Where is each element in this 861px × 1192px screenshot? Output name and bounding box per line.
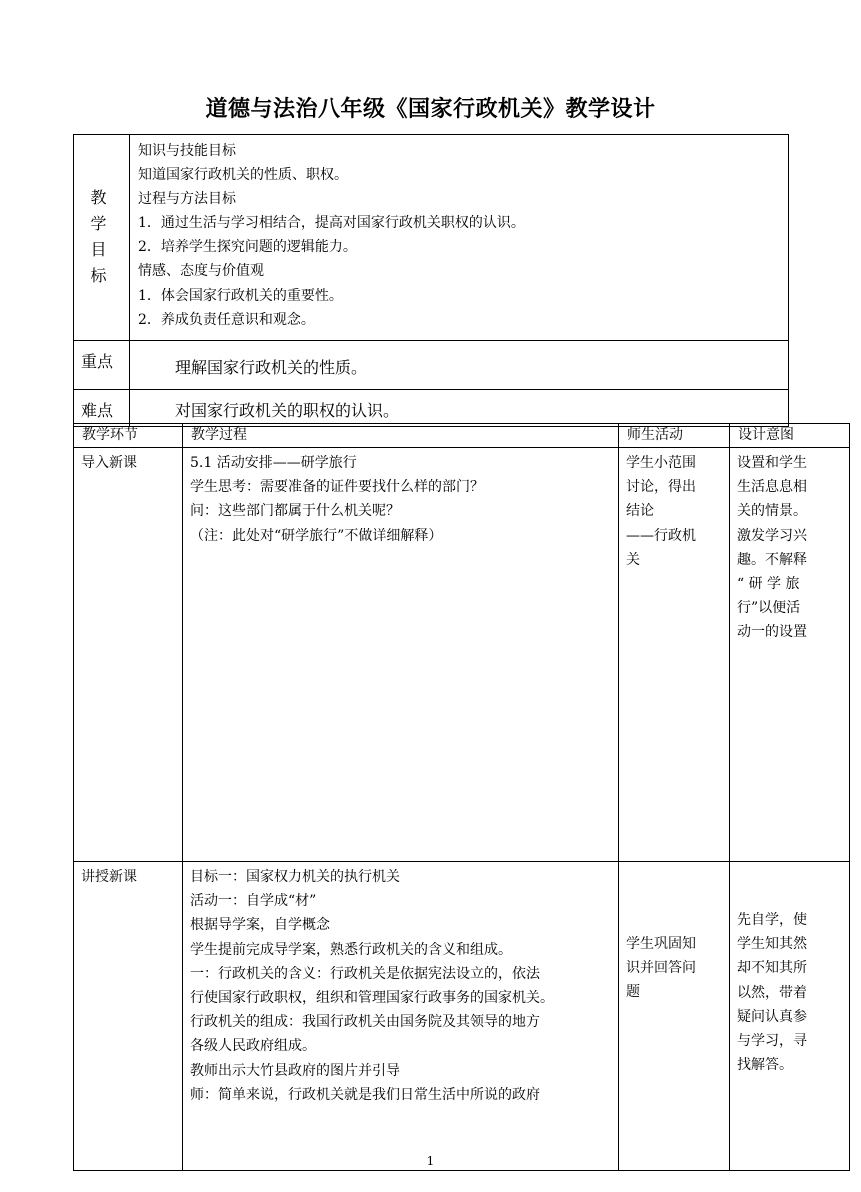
table-row — [74, 448, 850, 862]
difficulty-text: 对国家行政机关的职权的认识。 — [130, 389, 789, 426]
intent-line: 关的情景。 — [737, 503, 807, 520]
key-point-text: 理解国家行政机关的性质。 — [130, 340, 789, 389]
process-line: （注：此处对“研学旅行”不做详细解释） — [190, 527, 443, 544]
intent-line: “ 研 学 旅 — [737, 576, 800, 593]
difficulty-label: 难点 — [74, 389, 130, 426]
activity-line: 题 — [626, 984, 640, 1001]
process-line: 目标一：国家权力机关的执行机关 — [190, 869, 400, 885]
goal-line: 情感、态度与价值观 — [138, 263, 264, 280]
process-line: 活动一：自学成“材” — [190, 893, 317, 910]
header-stage: 教学环节 — [74, 424, 183, 448]
process-line: 学生思考：需要准备的证件要找什么样的部门？ — [190, 479, 484, 496]
intent-cell — [730, 448, 850, 862]
activity-line: 结论 — [626, 503, 654, 520]
process-line: 教师出示大竹县政府的图片并引导 — [190, 1062, 400, 1079]
document-title: 道德与法治八年级《国家行政机关》教学设计 — [205, 96, 656, 122]
goal-line: 2．养成负责任意识和观念。 — [138, 311, 315, 328]
process-line: 行使国家行政职权，组织和管理国家行政事务的国家机关。 — [190, 990, 554, 1007]
intent-cell — [730, 862, 850, 1171]
header-process: 教学过程 — [183, 424, 619, 448]
activity-line: 讨论，得出 — [626, 479, 696, 496]
intent-line: 以然，带着 — [737, 984, 807, 1001]
goal-line: 过程与方法目标 — [138, 191, 236, 208]
process-line: 师：简单来说，行政机关就是我们日常生活中所说的政府 — [190, 1086, 540, 1103]
header-intent: 设计意图 — [730, 424, 850, 448]
stage-cell: 讲授新课 — [74, 862, 183, 1171]
process-line: 各级人民政府组成。 — [190, 1038, 316, 1055]
intent-line: 先自学，使 — [737, 912, 807, 928]
intent-line: 疑问认真参 — [737, 1008, 807, 1025]
table-row — [74, 862, 850, 1171]
process-table — [73, 423, 850, 1171]
goal-line: 2．培养学生探究问题的逻辑能力。 — [138, 239, 357, 256]
intent-line: 动一的设置 — [737, 624, 807, 641]
page-number: 1 — [426, 1154, 435, 1168]
process-line: 学生提前完成导学案，熟悉行政机关的含义和组成。 — [190, 941, 512, 958]
goals-row — [74, 135, 789, 341]
intent-line: 找解答。 — [737, 1057, 793, 1074]
difficulty-row — [74, 389, 789, 426]
activity-line: 学生巩固知 — [626, 936, 696, 952]
intent-line: 激发学习兴 — [737, 527, 807, 544]
intent-line: 趣。不解释 — [737, 551, 807, 568]
activity-cell — [619, 862, 730, 1171]
process-line: 根据导学案，自学概念 — [190, 917, 330, 934]
stage-cell: 导入新课 — [74, 448, 183, 862]
activity-line: 学生小范围 — [626, 455, 696, 471]
activity-cell — [619, 448, 730, 862]
key-point-row — [74, 340, 789, 389]
goals-content — [130, 135, 789, 341]
header-activity: 师生活动 — [619, 424, 730, 448]
process-cell — [183, 862, 619, 1171]
intent-line: 却不知其所 — [737, 960, 807, 977]
intent-line: 行”以便活 — [737, 600, 801, 617]
activity-line: ——行政机 — [626, 527, 696, 544]
process-header-row — [74, 424, 850, 448]
goal-line: 知识与技能目标 — [138, 143, 236, 159]
process-line: 一：行政机关的含义：行政机关是依据宪法设立的，依法 — [190, 965, 540, 982]
goal-line: 知道国家行政机关的性质、职权。 — [138, 167, 348, 184]
process-line: 行政机关的组成：我国行政机关由国务院及其领导的地方 — [190, 1014, 540, 1031]
intent-line: 与学习，寻 — [737, 1033, 807, 1050]
objectives-table — [73, 134, 789, 427]
activity-line: 识并回答问 — [626, 960, 696, 977]
intent-line: 学生知其然 — [737, 936, 807, 953]
process-cell — [183, 448, 619, 862]
activity-line: 关 — [626, 551, 640, 568]
intent-line: 设置和学生 — [737, 455, 807, 471]
process-line: 5.1 活动安排——研学旅行 — [190, 455, 357, 471]
goal-line: 1．通过生活与学习相结合，提高对国家行政机关职权的认识。 — [138, 215, 525, 232]
key-point-label: 重点 — [74, 340, 130, 389]
intent-line: 生活息息相 — [737, 479, 807, 496]
goal-line: 1．体会国家行政机关的重要性。 — [138, 287, 343, 304]
process-line: 问：这些部门都属于什么机关呢？ — [190, 503, 400, 520]
goals-label: 教学目标 — [74, 135, 130, 341]
